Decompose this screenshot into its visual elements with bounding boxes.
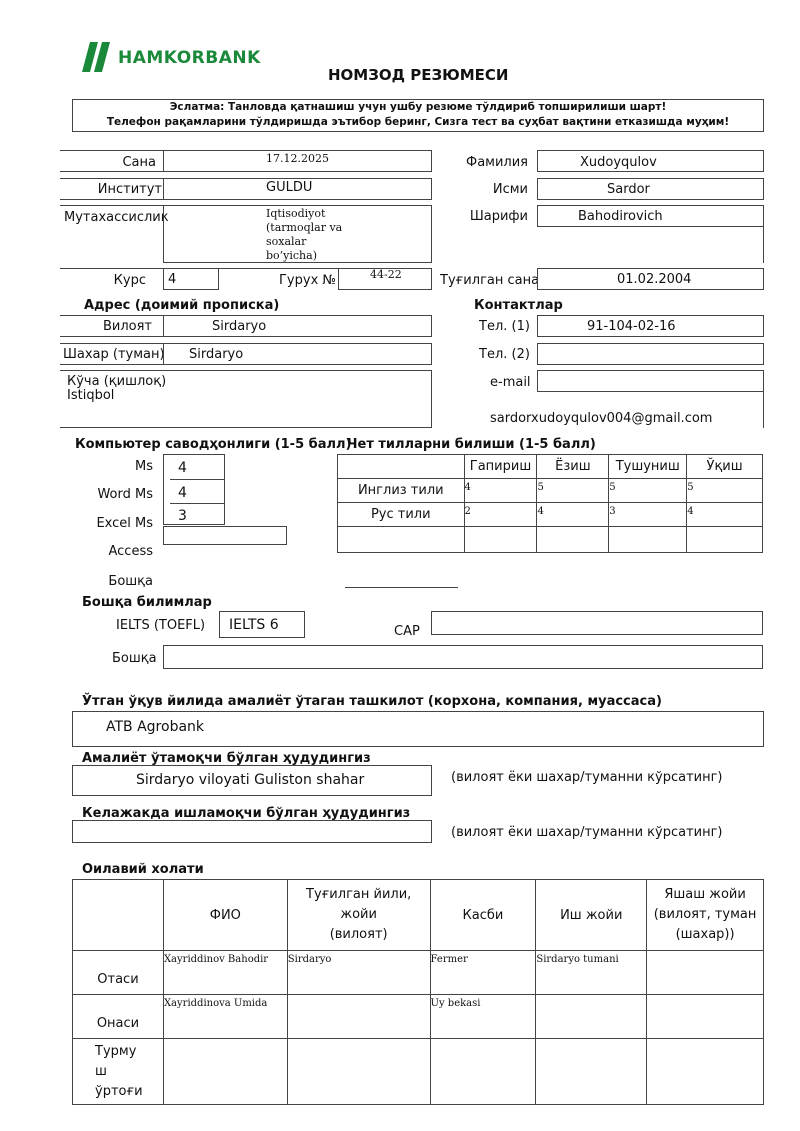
practice-region-heading: Амалиёт ўтамоқчи бўлган ҳудудингиз	[82, 751, 371, 766]
excel-value[interactable]: 3	[178, 508, 187, 524]
access-label: Access	[108, 544, 153, 559]
divider	[763, 392, 764, 428]
ms-value[interactable]: 4	[178, 460, 187, 476]
ismi-value: Sardor	[607, 182, 650, 197]
sana-label: Сана	[122, 155, 156, 170]
ielts-value: IELTS 6	[229, 617, 279, 633]
tel2-field[interactable]	[537, 343, 764, 365]
sharifi-value: Bahodirovich	[578, 209, 663, 224]
family-cell[interactable]	[647, 995, 764, 1039]
tel1-value: 91-104-02-16	[587, 319, 676, 334]
tel1-label: Тел. (1)	[479, 319, 530, 334]
mutaxassislik-value-2: (tarmoqlar va	[266, 221, 343, 234]
sana-value: 17.12.2025	[266, 152, 329, 165]
family-header-empty	[73, 880, 164, 951]
languages-table	[337, 454, 763, 553]
family-col-work: Иш жойи	[536, 880, 647, 951]
practice-heading: Ўтган ўқув йилида амалиёт ўтаган ташкилот (корхона, компания, муассаса)	[82, 694, 662, 709]
lang-row-name[interactable]	[338, 527, 465, 553]
ismi-field[interactable]	[537, 178, 764, 200]
family-row-label: Онаси	[73, 995, 164, 1039]
kurs-value: 4	[168, 272, 177, 287]
shahar-label: Шахар (туман)	[63, 347, 165, 362]
table-row	[73, 951, 764, 995]
guruh-value: 44-22	[370, 268, 402, 281]
family-col-job: Касби	[430, 880, 536, 951]
mutaxassislik-value-3: soxalar	[266, 235, 307, 248]
family-row-label-line: ш	[95, 1063, 107, 1079]
lang-row-name: Рус тили	[338, 503, 465, 527]
mutaxassislik-label: Мутахассислик	[64, 210, 169, 225]
viloyat-value: Sirdaryo	[212, 319, 267, 334]
table-row	[73, 995, 764, 1039]
family-col-live	[647, 880, 764, 951]
hamkorbank-logo-icon	[82, 42, 114, 72]
family-col-birth	[287, 880, 430, 951]
family-col-fio: ФИО	[163, 880, 287, 951]
viloyat-field[interactable]	[163, 315, 432, 337]
table-row	[73, 1039, 764, 1105]
family-cell-value: Sirdaryo	[287, 954, 332, 965]
logo-text: HAMKORBANK	[118, 48, 261, 68]
institut-label: Институт	[97, 182, 162, 197]
note-line-1: Эслатма: Танловда қатнашиш учун ушбу резюме тўлдириб топширилиши шарт!	[169, 101, 667, 113]
sharifi-label: Шарифи	[469, 209, 528, 224]
divider	[763, 227, 764, 263]
shahar-value: Sirdaryo	[189, 347, 244, 362]
family-cell[interactable]	[536, 951, 647, 995]
note-line-2: Телефон рақамларини тўлдиришда эътибор беринг, Сизга тест ва суҳбат вақтини етказишда муҳим!	[106, 116, 730, 128]
lang-header-empty	[338, 455, 465, 479]
lang-score-value: 5	[687, 482, 694, 493]
family-cell[interactable]	[647, 951, 764, 995]
computer-boshqa-label: Бошқа	[108, 574, 153, 589]
access-field[interactable]	[163, 526, 287, 545]
other-knowledge-heading: Бошқа билимлар	[82, 595, 212, 610]
lang-col-oqish: Ўқиш	[687, 455, 763, 479]
familiya-label: Фамилия	[466, 155, 528, 170]
lang-score[interactable]	[609, 479, 687, 503]
practice-region-hint: (вилоят ёки шахар/туманни кўрсатинг)	[451, 770, 723, 785]
word-label: Word Ms	[97, 487, 153, 502]
ielts-label: IELTS (TOEFL)	[116, 618, 206, 633]
languages-heading: Чет тилларни билиши (1-5 балл)	[347, 437, 596, 452]
family-cell[interactable]	[430, 995, 536, 1039]
lang-score[interactable]	[687, 527, 763, 553]
family-col-birth-line: Туғилган йили,	[306, 887, 412, 902]
page-title: НОМЗОД РЕЗЮМЕСИ	[328, 66, 509, 84]
lang-score[interactable]	[609, 527, 687, 553]
logo	[82, 42, 312, 74]
institut-value: GULDU	[266, 180, 313, 195]
family-cell[interactable]	[163, 1039, 287, 1105]
mutaxassislik-value-4: bo’yicha)	[266, 249, 317, 262]
lang-score-value: 5	[609, 482, 616, 493]
divider	[170, 479, 225, 480]
mutaxassislik-value-1: Iqtisodiyot	[266, 207, 326, 220]
family-row-label: Отаси	[73, 951, 164, 995]
other-boshqa-label: Бошқа	[112, 651, 157, 666]
lang-score[interactable]	[687, 479, 763, 503]
email-label: e-mail	[490, 375, 531, 390]
lang-score-value: 5	[537, 482, 544, 493]
future-region-hint: (вилоят ёки шахар/туманни кўрсатинг)	[451, 825, 723, 840]
family-col-birth-line: жойи	[340, 907, 377, 922]
family-cell[interactable]	[287, 951, 430, 995]
family-cell[interactable]	[163, 951, 287, 995]
tugilgan-value: 01.02.2004	[617, 272, 692, 287]
sap-label: САР	[394, 624, 420, 639]
future-region-field[interactable]	[72, 820, 432, 843]
viloyat-label: Вилоят	[102, 319, 152, 334]
family-cell[interactable]	[536, 1039, 647, 1105]
family-cell[interactable]	[287, 1039, 430, 1105]
lang-score-value: 4	[537, 506, 544, 517]
email-value: sardorxudoyqulov004@gmail.com	[490, 411, 713, 426]
family-cell[interactable]	[430, 1039, 536, 1105]
family-cell[interactable]	[430, 951, 536, 995]
family-heading: Оилавий холати	[82, 862, 204, 877]
family-table	[72, 879, 764, 1105]
family-row-label-line: Турму	[95, 1043, 137, 1059]
email-field[interactable]	[537, 370, 764, 392]
lang-col-gapirish: Гапириш	[464, 455, 537, 479]
excel-label: Excel Ms	[96, 516, 153, 531]
lang-score[interactable]	[464, 503, 537, 527]
family-cell[interactable]	[536, 995, 647, 1039]
family-cell[interactable]	[647, 1039, 764, 1105]
family-cell-value: Xayriddinov Bahodir	[163, 954, 269, 965]
family-col-live-line: (шахар))	[675, 927, 735, 942]
lang-score[interactable]	[464, 479, 537, 503]
tel2-label: Тел. (2)	[479, 347, 530, 362]
family-row-label	[73, 1039, 164, 1105]
divider	[345, 587, 458, 588]
family-col-live-line: (вилоят, туман	[653, 907, 757, 922]
ms-label: Ms	[135, 459, 153, 474]
lang-score-value: 4	[687, 506, 694, 517]
family-cell-value: Sirdaryo tumani	[536, 954, 619, 965]
lang-score[interactable]	[609, 503, 687, 527]
lang-score-value: 4	[464, 482, 471, 493]
lang-score[interactable]	[537, 503, 609, 527]
kurs-label: Курс	[113, 273, 146, 288]
kucha-value: Istiqbol	[67, 388, 115, 403]
guruh-label: Гурух №	[279, 273, 336, 288]
sap-field[interactable]	[431, 611, 763, 635]
lang-score[interactable]	[464, 527, 537, 553]
future-region-heading: Келажакда ишламоқчи бўлган ҳудудингиз	[82, 806, 411, 821]
family-cell[interactable]	[287, 995, 430, 1039]
family-cell-value: Xayriddinova Umida	[163, 998, 268, 1009]
lang-score[interactable]	[537, 479, 609, 503]
computer-scores-box	[163, 454, 225, 525]
lang-score-value: 2	[464, 506, 471, 517]
family-cell[interactable]	[163, 995, 287, 1039]
practice-region-value: Sirdaryo viloyati Guliston shahar	[136, 772, 365, 788]
lang-col-yozish: Ёзиш	[537, 455, 609, 479]
computer-heading: Компьютер саводҳонлиги (1-5 балл)	[75, 437, 352, 452]
lang-col-tushunish: Тушуниш	[609, 455, 687, 479]
kucha-label: Кўча (қишлоқ)	[67, 374, 167, 389]
address-heading: Адрес (доимий прописка)	[84, 298, 280, 313]
tugilgan-label: Туғилган сана	[440, 273, 540, 288]
familiya-value: Xudoyqulov	[580, 155, 657, 170]
other-boshqa-field[interactable]	[163, 645, 763, 669]
family-cell-value: Fermer	[430, 954, 468, 965]
lang-score[interactable]	[687, 503, 763, 527]
family-cell-value: Uy bekasi	[430, 998, 481, 1009]
lang-score[interactable]	[537, 527, 609, 553]
contacts-heading: Контактлар	[474, 298, 563, 313]
family-col-birth-line: (вилоят)	[329, 927, 388, 942]
family-row-label-line: ўртоғи	[95, 1083, 143, 1099]
divider	[170, 503, 225, 504]
lang-score-value: 3	[609, 506, 616, 517]
ismi-label: Исми	[492, 182, 528, 197]
practice-value: ATB Agrobank	[106, 719, 205, 735]
lang-row-name: Инглиз тили	[338, 479, 465, 503]
family-col-live-line: Яшаш жойи	[664, 887, 746, 902]
word-value[interactable]: 4	[178, 485, 187, 501]
